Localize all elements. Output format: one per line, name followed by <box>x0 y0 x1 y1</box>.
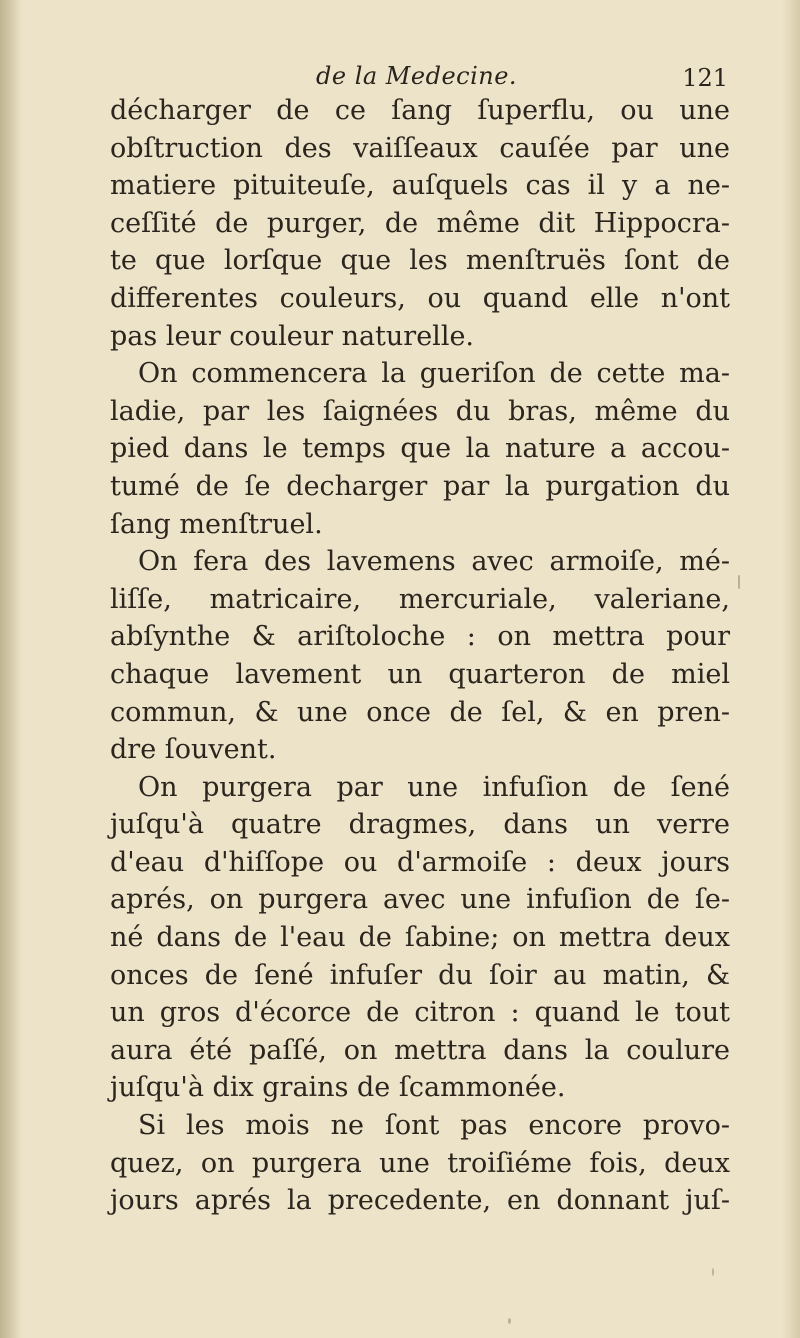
text-line: abſynthe & ariſtoloche : on mettra pour <box>110 621 730 653</box>
text-line: aprés, on purgera avec une infuſion de ſe- <box>110 884 730 916</box>
text-line: Si les mois ne ſont pas encore provo- <box>138 1110 730 1142</box>
text-line: jours aprés la precedente, en donnant juſ- <box>110 1185 730 1217</box>
text-line: né dans de l'eau de ſabine; on mettra deux <box>110 922 730 954</box>
text-line: ladie, par les ſaignées du bras, même du <box>110 395 730 427</box>
paper-speck <box>508 1318 511 1324</box>
body-text <box>110 92 730 1220</box>
text-line: pas leur couleur naturelle. <box>110 320 475 352</box>
text-line: juſqu'à quatre dragmes, dans un verre <box>110 809 730 841</box>
text-line: On purgera par une infuſion de ſené <box>138 771 730 803</box>
text-line: ſang menſtruel. <box>110 508 323 540</box>
text-line: d'eau d'hiſſope ou d'armoiſe : deux jours <box>110 846 730 878</box>
page-edge <box>782 0 800 1338</box>
text-line: On fera des lavemens avec armoiſe, mé- <box>138 546 730 578</box>
text-line: obſtruction des vaiſſeaux cauſée par une <box>110 132 730 164</box>
text-line: On commencera la gueriſon de cette ma- <box>138 358 730 390</box>
text-line: dre ſouvent. <box>110 734 277 766</box>
text-line: tumé de ſe decharger par la purgation du <box>110 470 730 502</box>
text-line: matiere pituiteuſe, auſquels cas il y a ne- <box>110 170 730 202</box>
text-line: ceſſité de purger, de même dit Hippocra- <box>110 207 730 239</box>
text-line: un gros d'écorce de citron : quand le tout <box>110 997 730 1029</box>
running-head <box>110 62 730 96</box>
text-line: pied dans le temps que la nature a accou- <box>110 433 730 465</box>
page-number: 121 <box>682 64 728 92</box>
text-line: quez, on purgera une troiſiéme fois, deux <box>110 1147 730 1179</box>
text-line: te que lorſque que les menſtruës ſont de <box>110 245 730 277</box>
text-line: chaque lavement un quarteron de miel <box>110 658 730 690</box>
text-line: décharger de ce ſang ſuperflu, ou une <box>110 95 730 126</box>
text-line: onces de ſené infuſer du ſoir au matin, & <box>110 959 730 991</box>
paper-speck <box>712 1268 714 1276</box>
text-line: aura été paſſé, on mettra dans la coulure <box>110 1034 730 1066</box>
text-line: differentes couleurs, ou quand elle n'ont <box>110 282 730 314</box>
text-line: juſqu'à dix grains de ſcammonée. <box>110 1072 566 1104</box>
text-line: liſſe, matricaire, mercuriale, valeriane, <box>110 583 730 615</box>
running-title: de la Medecine. <box>316 62 518 90</box>
gutter-shadow <box>0 0 22 1338</box>
text-line: commun, & une once de ſel, & en pren- <box>110 696 730 728</box>
paper-speck <box>738 575 740 589</box>
